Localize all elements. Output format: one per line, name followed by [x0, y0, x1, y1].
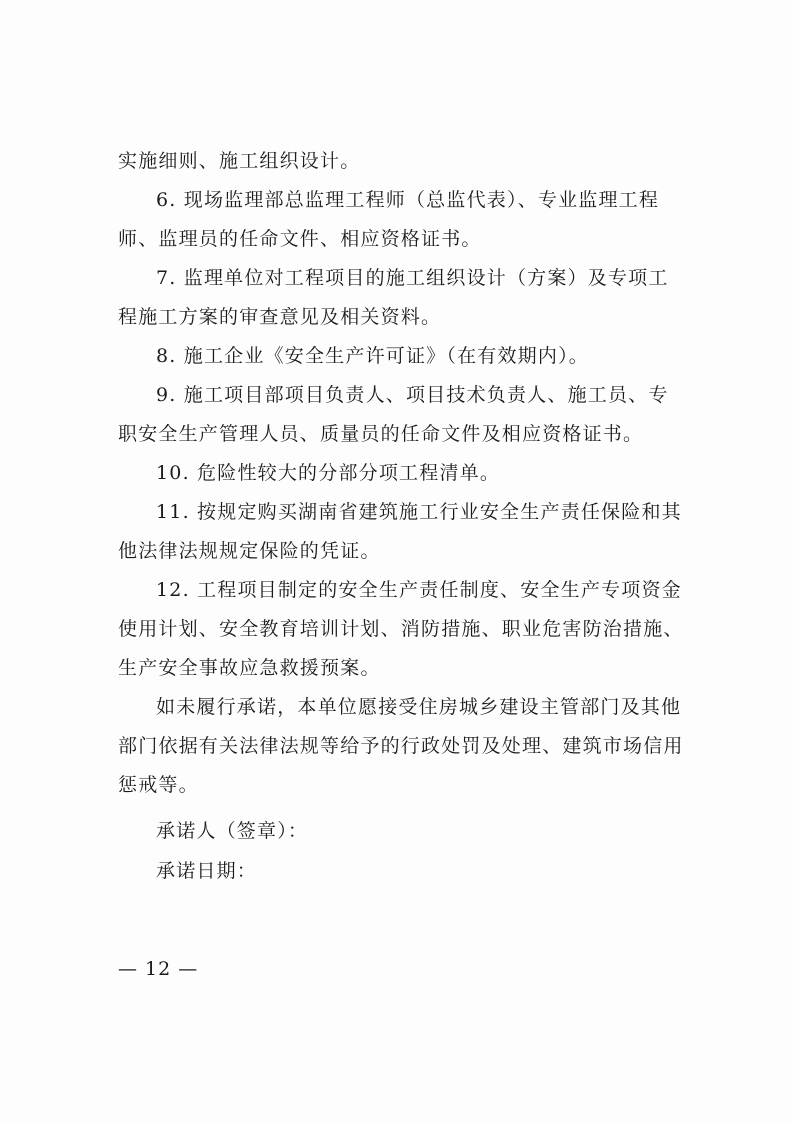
item-9-line-2: 职安全生产管理人员、质量员的任命文件及相应资格证书。 [118, 423, 644, 445]
item-12-line-1: 12. 工程项目制定的安全生产责任制度、安全生产专项资金 [156, 579, 682, 601]
item-7-line-2: 程施工方案的审查意见及相关资料。 [118, 306, 442, 328]
item-9-line-1: 9. 施工项目部项目负责人、项目技术负责人、施工员、专 [156, 384, 669, 406]
item-11-line-2: 他法律法规规定保险的凭证。 [118, 540, 381, 562]
text-line: 实施细则、施工组织设计。 [118, 150, 361, 172]
signature-block [156, 820, 308, 900]
item-11-line-1: 11. 按规定购买湖南省建筑施工行业安全生产责任保险和其 [156, 501, 682, 523]
item-10-line-1: 10. 危险性较大的分部分项工程清单。 [156, 462, 501, 484]
page-number: — 12 — [118, 958, 199, 980]
item-12-line-2: 使用计划、安全教育培训计划、消防措施、职业危害防治措施、 [118, 618, 684, 640]
closing-line-1: 如未履行承诺，本单位愿接受住房城乡建设主管部门及其他 [156, 696, 682, 718]
closing-line-3: 惩戒等。 [118, 774, 199, 796]
closing-line-2: 部门依据有关法律法规等给予的行政处罚及处理、建筑市场信用 [118, 735, 684, 757]
signer-label: 承诺人（签章）： [156, 820, 309, 842]
commitment-body [118, 150, 684, 813]
date-label: 承诺日期： [156, 860, 258, 882]
item-12-line-3: 生产安全事故应急救援预案。 [118, 657, 381, 679]
item-8-line-1: 8. 施工企业《安全生产许可证》（在有效期内）。 [156, 345, 589, 367]
item-7-line-1: 7. 监理单位对工程项目的施工组织设计（方案）及专项工 [156, 267, 669, 289]
item-6-line-2: 师、监理员的任命文件、相应资格证书。 [118, 228, 482, 250]
item-6-line-1: 6. 现场监理部总监理工程师（总监代表）、专业监理工程 [156, 189, 660, 211]
